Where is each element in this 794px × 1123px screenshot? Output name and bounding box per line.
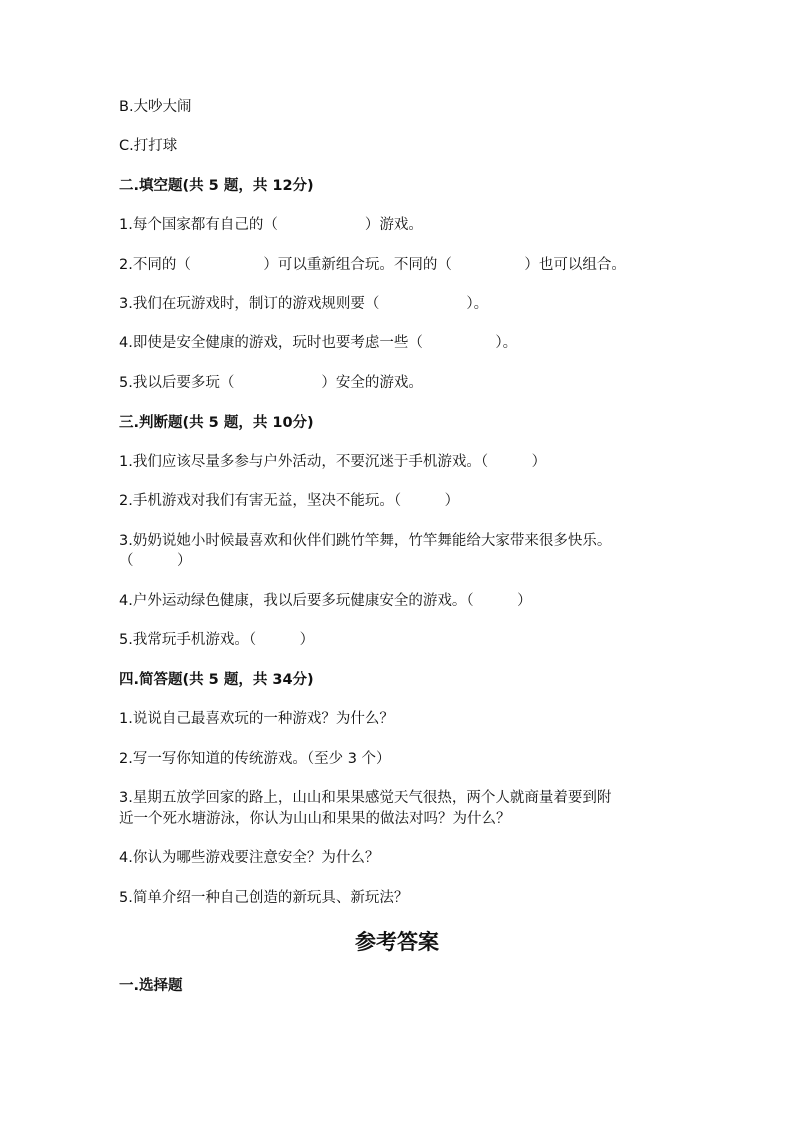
- fill-blank-item-5: 5.我以后要多玩（ ）安全的游戏。: [119, 375, 423, 391]
- answers-title: 参考答案: [355, 929, 439, 954]
- short-answer-item-5: 5.简单介绍一种自己创造的新玩具、新玩法？: [119, 890, 409, 906]
- true-false-item-5: 5.我常玩手机游戏。（ ）: [119, 632, 315, 648]
- true-false-item-3: 3.奶奶说她小时候最喜欢和伙伴们跳竹竿舞，竹竿舞能给大家带来很多快乐。: [119, 533, 612, 549]
- true-false-item-2: 2.手机游戏对我们有害无益，坚决不能玩。（ ）: [119, 493, 460, 509]
- short-answer-item-1: 1.说说自己最喜欢玩的一种游戏？为什么？: [119, 711, 394, 727]
- fill-blank-item-4: 4.即使是安全健康的游戏，玩时也要考虑一些（ ）。: [119, 335, 518, 351]
- fill-blank-item-3: 3.我们在玩游戏时，制订的游戏规则要（ ）。: [119, 296, 489, 312]
- fill-blank-item-1: 1.每个国家都有自己的（ ）游戏。: [119, 217, 423, 233]
- fill-blank-item-2: 2.不同的（ ）可以重新组合玩。不同的（ ）也可以组合。: [119, 257, 626, 273]
- answers-section-one: 一.选择题: [119, 978, 183, 994]
- fill-blank-heading: 二.填空题(共 5 题，共 12分): [119, 178, 314, 194]
- choice-option-b: B.大吵大闹: [119, 99, 192, 115]
- short-answer-item-4: 4.你认为哪些游戏要注意安全？为什么？: [119, 850, 380, 866]
- true-false-item-4: 4.户外运动绿色健康，我以后要多玩健康安全的游戏。（ ）: [119, 593, 532, 609]
- short-answer-item-3-cont: 近一个死水塘游泳，你认为山山和果果的做法对吗？为什么？: [119, 811, 511, 827]
- short-answer-heading: 四.简答题(共 5 题，共 34分): [119, 672, 314, 688]
- short-answer-item-2: 2.写一写你知道的传统游戏。（至少 3 个）: [119, 751, 391, 767]
- true-false-item-3-paren: （ ）: [119, 553, 192, 569]
- short-answer-item-3: 3.星期五放学回家的路上，山山和果果感觉天气很热，两个人就商量着要到附: [119, 790, 612, 806]
- choice-option-c: C.打打球: [119, 138, 178, 154]
- true-false-heading: 三.判断题(共 5 题，共 10分): [119, 415, 314, 431]
- true-false-item-1: 1.我们应该尽量多参与户外活动，不要沉迷于手机游戏。（ ）: [119, 454, 547, 470]
